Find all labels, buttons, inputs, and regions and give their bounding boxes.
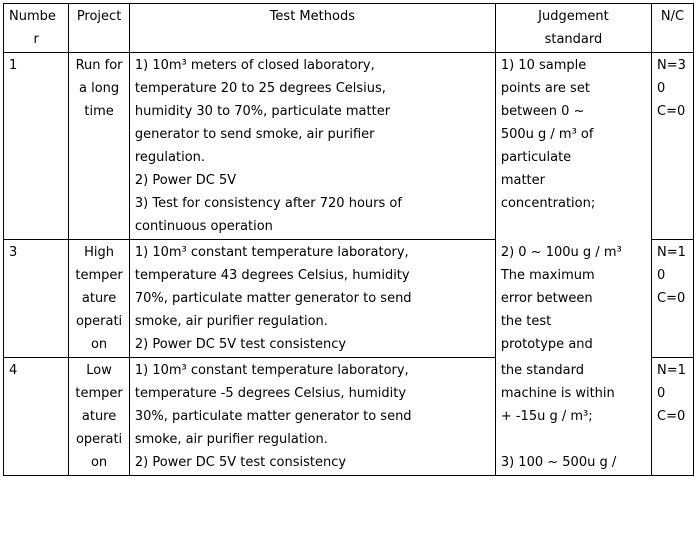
cell-nc: N=10 C=0 bbox=[652, 240, 694, 358]
cell-number: 4 bbox=[4, 358, 69, 476]
cell-judgement-standard: 2) 0 ~ 100u g / m³ The maximum error between the test prototype and bbox=[495, 240, 651, 358]
table-row bbox=[4, 240, 694, 358]
cell-project: Low temper ature operati on bbox=[69, 358, 130, 476]
test-methods-table bbox=[3, 3, 694, 476]
cell-judgement-standard: 1) 10 sample points are set between 0 ~ 500u g / m³ of particulate matter concentration; bbox=[495, 53, 651, 240]
cell-test-methods: 1) 10m³ constant temperature laboratory, temperature 43 degrees Celsius, humidity 70%, particulate matter generator to send smoke, air purifier regulation. 2) Power DC 5V test consistency bbox=[129, 240, 495, 358]
header-test-methods: Test Methods bbox=[129, 4, 495, 53]
cell-test-methods: 1) 10m³ meters of closed laboratory, temperature 20 to 25 degrees Celsius, humidity 30 to 70%, particulate matter generator to send smoke, air purifier regulation. 2) Power DC 5V 3) Test for consistency after 720 hours of continuous operation bbox=[129, 53, 495, 240]
cell-test-methods: 1) 10m³ constant temperature laboratory, temperature -5 degrees Celsius, humidity 30%, particulate matter generator to send smoke, air purifier regulation. 2) Power DC 5V test consistency bbox=[129, 358, 495, 476]
table-row bbox=[4, 358, 694, 476]
cell-nc: N=10 C=0 bbox=[652, 358, 694, 476]
table-row bbox=[4, 53, 694, 240]
header-judgement-standard: Judgement standard bbox=[495, 4, 651, 53]
cell-judgement-standard: the standard machine is within + -15u g / m³; 3) 100 ~ 500u g / bbox=[495, 358, 651, 476]
cell-project: High temper ature operati on bbox=[69, 240, 130, 358]
header-project: Project bbox=[69, 4, 130, 53]
cell-nc: N=30 C=0 bbox=[652, 53, 694, 240]
header-number: Numbe r bbox=[4, 4, 69, 53]
cell-number: 1 bbox=[4, 53, 69, 240]
cell-number: 3 bbox=[4, 240, 69, 358]
cell-project: Run for a long time bbox=[69, 53, 130, 240]
header-row bbox=[4, 4, 694, 53]
header-nc: N/C bbox=[652, 4, 694, 53]
